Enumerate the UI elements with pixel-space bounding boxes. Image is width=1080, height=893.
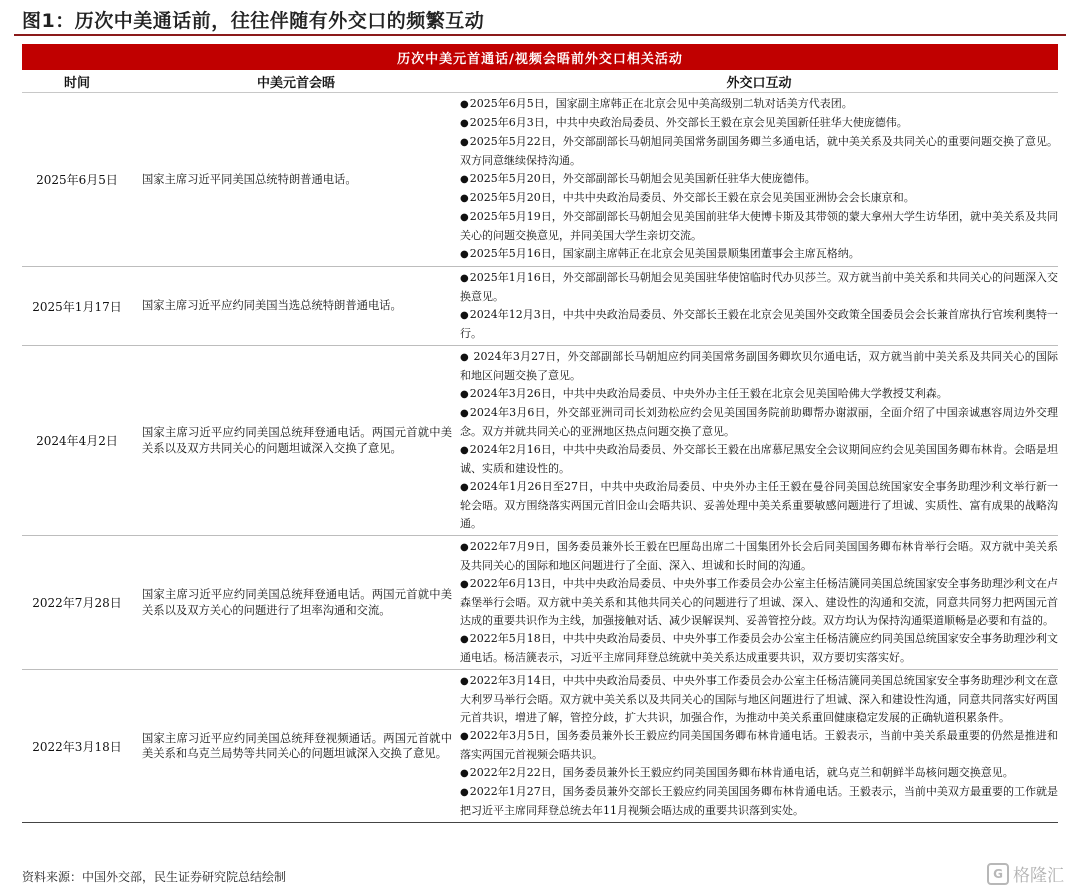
interaction-item: ● 2024年1月26日至27日，中共中央政治局委员、中央外办主任王毅在曼谷同美国总统国家安全事务助理沙利文举行新一轮会晤。双方围绕落实两国元首旧金山会晤共识、妥善处理中美关系重要敏感问题进行了坦诚、实质性、富有成果的战略沟通。 (460, 478, 1058, 533)
interaction-item: ● 2025年1月16日，外交部副部长马朝旭会见美国驻华使馆临时代办贝莎兰。双方就当前中美关系和共同关心的问题深入交换意见。 (460, 269, 1058, 306)
watermark (987, 861, 1064, 886)
table-row (22, 93, 1058, 267)
interaction-item: ● 2024年3月27日，外交部副部长马朝旭应约同美国常务副国务卿坎贝尔通电话，双方就当前中美关系及共同关心的国际和地区问题交换了意见。 (460, 348, 1058, 385)
interaction-item: ● 2022年2月22日，国务委员兼外长王毅应约同美国国务卿布林肯通电话，就乌克兰和朝鲜半岛核问题交换意见。 (460, 764, 1058, 783)
table-row (22, 346, 1058, 536)
interaction-item: ● 2022年3月5日，国务委员兼外长王毅应约同美国国务卿布林肯通电话。王毅表示，当前中美关系最重要的仍然是推进和落实两国元首视频会晤共识。 (460, 727, 1058, 764)
table-banner: 历次中美元首通话/视频会晤前外交口相关活动 (22, 44, 1058, 70)
interaction-item: ● 2025年5月22日，外交部副部长马朝旭同美国常务副国务卿兰多通电话，就中美关系及共同关心的重要问题交换了意见。双方同意继续保持沟通。 (460, 133, 1058, 170)
header-date: 时间 (22, 70, 132, 93)
row-interactions (460, 670, 1058, 823)
interaction-item: ● 2022年3月14日，中共中央政治局委员、中央外事工作委员会办公室主任杨洁篪同美国总统国家安全事务助理沙利文在意大利罗马举行会晤。双方就中美关系以及共同关心的国际与地区问题进行了坦诚、深入和建设性沟通，同意共同落实好两国元首共识，增进了解，管控分歧，扩大共识，加强合作，为推动中美关系重回健康稳定发展的正确轨道积累条件。 (460, 672, 1058, 727)
table-row (22, 536, 1058, 670)
interaction-item: ● 2024年3月6日，外交部亚洲司司长刘劲松应约会见美国国务院前助卿帮办谢淑丽，全面介绍了中国亲诚惠容周边外交理念。双方并就共同关心的亚洲地区热点问题交换了意见。 (460, 404, 1058, 441)
interaction-item: ● 2025年5月19日，外交部副部长马朝旭会见美国前驻华大使博卡斯及其带领的蒙大拿州大学生访华团，就中美关系及共同关心的问题交换意见，并同美国大学生亲切交流。 (460, 208, 1058, 245)
interaction-item: ● 2022年1月27日，国务委员兼外交部长王毅应约同美国国务卿布林肯通电话。王毅表示，当前中美双方最重要的工作就是把习近平主席同拜登总统去年11月视频会晤达成的重要共识落到实处。 (460, 783, 1058, 820)
row-interactions (460, 267, 1058, 346)
row-summit: 国家主席习近平应约同美国当选总统特朗普通电话。 (132, 267, 460, 346)
row-date: 2025年1月17日 (22, 267, 132, 346)
row-date: 2022年7月28日 (22, 536, 132, 670)
table-row (22, 267, 1058, 346)
interaction-item: ● 2022年6月13日，中共中央政治局委员、中央外事工作委员会办公室主任杨洁篪同美国总统国家安全事务助理沙利文在卢森堡举行会晤。双方就中美关系和其他共同关心的问题进行了坦诚、深入、建设性的沟通和交流，同意共同努力把两国元首达成的重要共识作为主线，加强接触对话、减少误解误判、妥善管控分歧。双方均认为保持沟通渠道顺畅是必要和有益的。 (460, 575, 1058, 630)
interaction-item: ● 2025年5月20日，中共中央政治局委员、外交部长王毅在京会见美国亚洲协会会长康京和。 (460, 189, 1058, 208)
interaction-list (460, 672, 1058, 820)
interaction-list (460, 269, 1058, 343)
table-body (22, 93, 1058, 823)
row-interactions (460, 93, 1058, 267)
interaction-list (460, 348, 1058, 533)
interaction-item: ● 2022年5月18日，中共中央政治局委员、中央外事工作委员会办公室主任杨洁篪应约同美国总统国家安全事务助理沙利文通电话。杨洁篪表示，习近平主席同拜登总统就中美关系达成重要共识，双方要切实落实好。 (460, 630, 1058, 667)
row-date: 2024年4月2日 (22, 346, 132, 536)
interaction-item: ● 2022年7月9日，国务委员兼外长王毅在巴厘岛出席二十国集团外长会后同美国国务卿布林肯举行会晤。双方就中美关系及共同关心的国际和地区问题进行了全面、深入、坦诚和长时间的沟通。 (460, 538, 1058, 575)
row-date: 2025年6月5日 (22, 93, 132, 267)
row-interactions (460, 346, 1058, 536)
activities-table (22, 44, 1058, 823)
interaction-item: ● 2024年3月26日，中共中央政治局委员、中央外办主任王毅在北京会见美国哈佛大学教授艾利森。 (460, 385, 1058, 404)
watermark-text: 格隆汇 (1013, 866, 1064, 886)
interaction-item: ● 2024年2月16日，中共中央政治局委员、外交部长王毅在出席慕尼黑安全会议期间应约会见美国国务卿布林肯。会晤是坦诚、实质和建设性的。 (460, 441, 1058, 478)
row-summit: 国家主席习近平应约同美国总统拜登通电话。两国元首就中美关系以及双方关心的问题进行了坦率沟通和交流。 (132, 536, 460, 670)
title-rule (14, 34, 1066, 36)
row-date: 2022年3月18日 (22, 670, 132, 823)
row-summit: 国家主席习近平同美国总统特朗普通电话。 (132, 93, 460, 267)
activities-table-wrap (22, 44, 1058, 823)
table-row (22, 670, 1058, 823)
table-header-row (22, 70, 1058, 93)
header-summit: 中美元首会晤 (132, 70, 460, 93)
row-summit: 国家主席习近平应约同美国总统拜登通电话。两国元首就中美关系以及双方共同关心的问题坦诚深入交换了意见。 (132, 346, 460, 536)
interaction-list (460, 538, 1058, 667)
interaction-item: ● 2025年6月3日，中共中央政治局委员、外交部长王毅在京会见美国新任驻华大使庞德伟。 (460, 114, 1058, 133)
interaction-item: ● 2025年5月16日，国家副主席韩正在北京会见美国景顺集团董事会主席瓦格纳。 (460, 245, 1058, 264)
interaction-item: ● 2025年5月20日，外交部副部长马朝旭会见美国新任驻华大使庞德伟。 (460, 170, 1058, 189)
interaction-item: ● 2024年12月3日，中共中央政治局委员、外交部长王毅在北京会见美国外交政策全国委员会会长兼首席执行官埃利奥特一行。 (460, 306, 1058, 343)
header-interactions: 外交口互动 (460, 70, 1058, 93)
interaction-list (460, 95, 1058, 264)
row-interactions (460, 536, 1058, 670)
interaction-item: ● 2025年6月5日，国家副主席韩正在北京会见中美高级别二轨对话美方代表团。 (460, 95, 1058, 114)
figure-title: 图1：历次中美通话前，往往伴随有外交口的频繁互动 (22, 10, 485, 32)
watermark-logo-icon: G (987, 863, 1009, 885)
row-summit: 国家主席习近平应约同美国总统拜登视频通话。两国元首就中美关系和乌克兰局势等共同关心的问题坦诚深入交换了意见。 (132, 670, 460, 823)
source-note: 资料来源：中国外交部，民生证券研究院总结绘制 (22, 870, 287, 884)
